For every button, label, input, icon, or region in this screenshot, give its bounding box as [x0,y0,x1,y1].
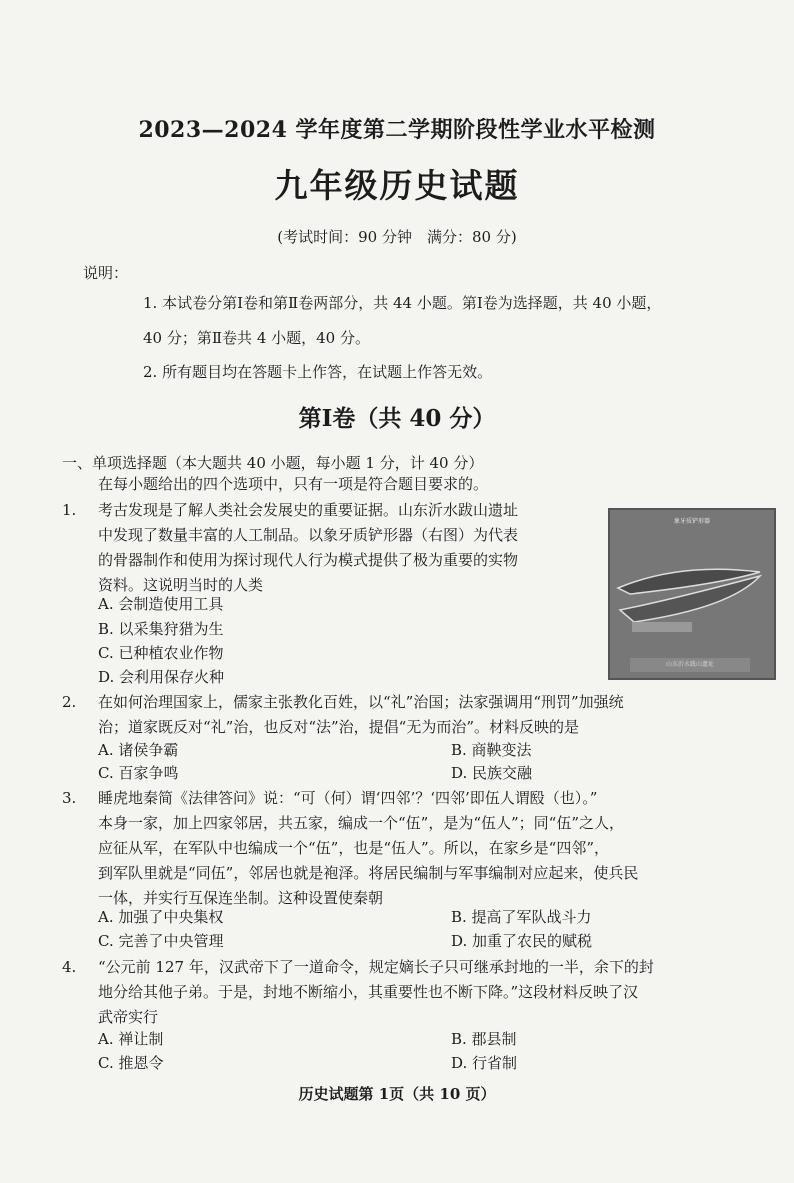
question-number: 3. [62,789,77,807]
option-d: D. 加重了农民的赋税 [451,932,593,950]
question-number: 4. [62,958,77,976]
part-title: 一、单项选择题（本大题共 40 小题，每小题 1 分，计 40 分） [62,454,484,472]
option-d: D. 民族交融 [451,764,533,782]
question-1 [62,498,602,598]
note-item: 2. 所有题目均在答题卡上作答，在试题上作答无效。 [143,363,493,381]
question-line: 一体，并实行互保连坐制。这种设置使秦朝 [98,889,384,907]
question-line: 资料。这说明当时的人类 [98,576,264,594]
option-a: A. 诸侯争霸 [98,741,179,759]
question-line: 到军队里就是“同伍”，邻居也就是袍泽。将居民编制与军事编制对应起来，使兵民 [98,864,639,882]
question-text [98,955,654,1030]
question-text [98,498,518,598]
photo-caption-bottom: 山东沂水跋山遗址 [630,658,750,672]
option-b: B. 提高了军队战斗力 [451,908,592,926]
option-a: A. 会制造使用工具 [98,595,224,613]
option-b: B. 郡县制 [451,1030,517,1048]
option-a: A. 禅让制 [98,1030,164,1048]
option-c: C. 已种植农业作物 [98,644,224,662]
question-line: 应征从军，在军队中也编成一个“伍”，也是“伍人”。所以，在家乡是“四邻”， [98,839,610,857]
exam-title: 2023—2024 学年度第二学期阶段性学业水平检测 [138,117,656,143]
option-d: D. 会利用保存火种 [98,668,225,686]
question-line: 本身一家，加上四家邻居，共五家，编成一个“伍”，是为“伍人”；同“伍”之人， [98,814,625,832]
subject-title: 九年级历史试题 [274,166,520,205]
bone-tool-image [610,510,774,678]
question-line: 睡虎地秦简《法律答问》说：“可（何）谓‘四邻’？‘四邻’即伍人谓殹（也）。” [98,789,598,807]
option-a: A. 加强了中央集权 [98,908,224,926]
question-3 [62,786,762,911]
option-b: B. 以采集狩猎为生 [98,620,224,638]
section-title: 第Ⅰ卷（共 40 分） [298,405,496,432]
question-number: 2. [62,693,77,711]
note-item: 40 分；第Ⅱ卷共 4 小题，40 分。 [143,329,370,347]
notes-label: 说明： [83,264,129,282]
question-line: 武帝实行 [98,1008,159,1026]
note-item: 1. 本试卷分第Ⅰ卷和第Ⅱ卷两部分，共 44 小题。第Ⅰ卷为选择题，共 40 小题， [143,294,662,312]
question-line: 考古发现是了解人类社会发展史的重要证据。山东沂水跋山遗址 [98,501,519,519]
photo-caption-top: 象牙质铲形器 [673,518,710,525]
option-d: D. 行省制 [451,1054,518,1072]
option-c: C. 完善了中央管理 [98,932,224,950]
question-number: 1. [62,501,77,519]
artifact-photo [608,508,776,680]
option-c: C. 百家争鸣 [98,764,179,782]
question-line: 中发现了数量丰富的人工制品。以象牙质铲形器（右图）为代表 [98,526,519,544]
question-line: 的骨器制作和使用为探讨现代人行为模式提供了极为重要的实物 [98,551,519,569]
page-footer: 历史试题第 1页（共 10 页） [298,1085,496,1103]
option-b: B. 商鞅变法 [451,741,532,759]
part-instruction: 在每小题给出的四个选项中，只有一项是符合题目要求的。 [98,475,489,493]
question-text [98,690,624,740]
question-line: 在如何治理国家上，儒家主张教化百姓，以“礼”治国；法家强调用“刑罚”加强统 [98,693,624,711]
question-2 [62,690,762,740]
question-4 [62,955,762,1030]
question-line: 地分给其他子弟。于是，封地不断缩小，其重要性也不断下降。”这段材料反映了汉 [98,983,639,1001]
question-text [98,786,638,911]
question-line: “公元前 127 年，汉武帝下了一道命令，规定嫡长子只可继承封地的一半，余下的封 [98,958,654,976]
option-c: C. 推恩令 [98,1054,164,1072]
exam-info: (考试时间：90 分钟 满分：80 分) [277,228,517,246]
question-line: 治；道家既反对“礼”治，也反对“法”治，提倡“无为而治”。材料反映的是 [98,718,580,736]
